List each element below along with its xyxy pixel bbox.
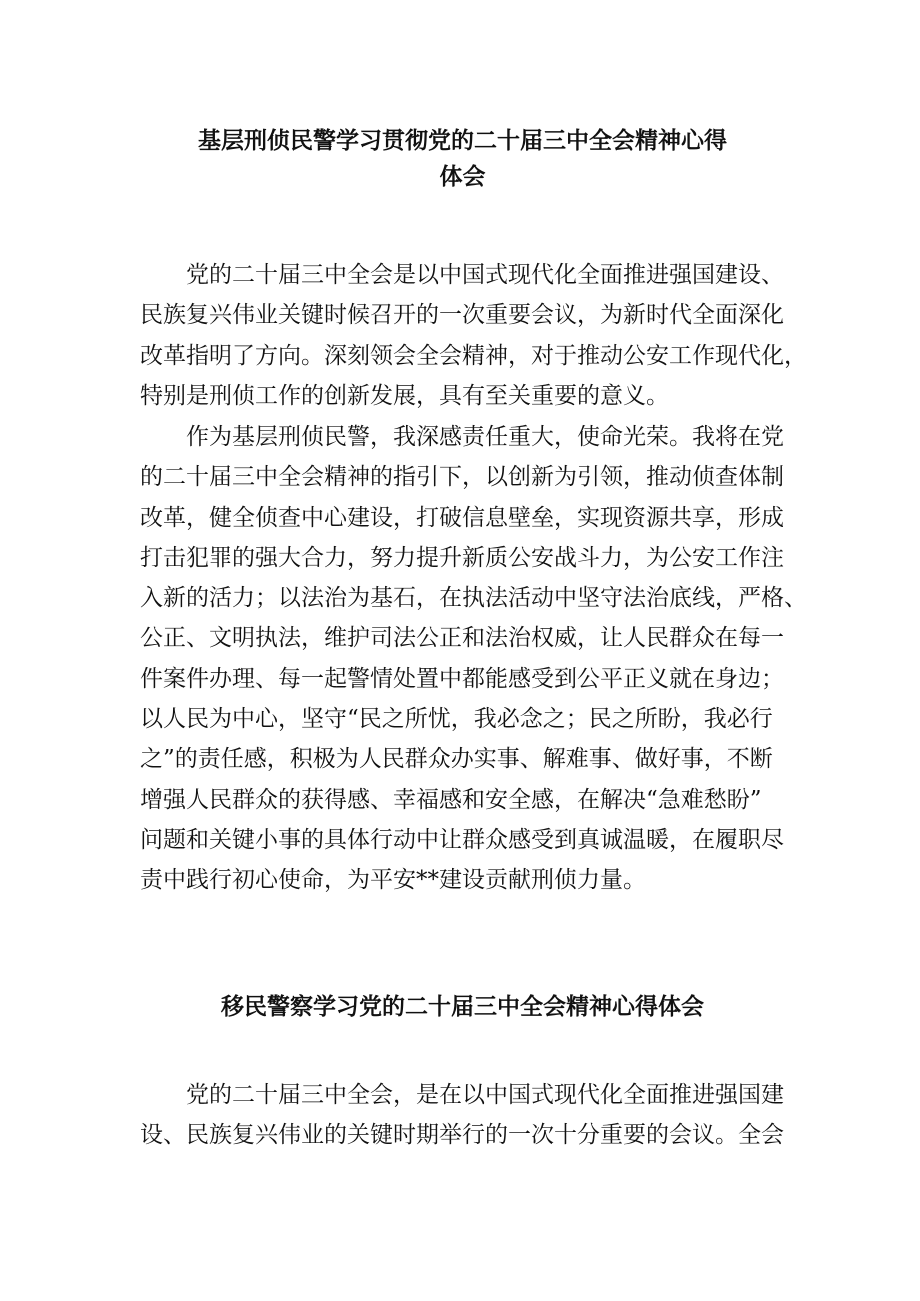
paragraph-line: 作为基层刑侦民警，我深感责任重大，使命光荣。我将在党 bbox=[186, 424, 784, 450]
article-2-title-line-1: 移民警察学习党的二十届三中全会精神心得体会 bbox=[221, 994, 704, 1020]
paragraph-line: 以人民为中心，坚守“民之所忧，我必念之；民之所盼，我必行 bbox=[140, 706, 773, 733]
paragraph-line: 的二十届三中全会精神的指引下，以创新为引领，推动侦查体制 bbox=[140, 464, 784, 491]
paragraph-line: 改革，健全侦查中心建设，打破信息壁垒，实现资源共享，形成 bbox=[140, 504, 784, 531]
paragraph-line: 打击犯罪的强大合力，努力提升新质公安战斗力，为公安工作注 bbox=[140, 544, 784, 571]
paragraph-line: 设、民族复兴伟业的关键时期举行的一次十分重要的会议。全会 bbox=[140, 1122, 784, 1149]
paragraph-line: 增强人民群众的获得感、幸福感和安全感，在解决“急难愁盼” bbox=[140, 786, 762, 813]
paragraph-line: 问题和关键小事的具体行动中让群众感受到真诚温暖，在履职尽 bbox=[140, 826, 784, 853]
article-1-title-line-2: 体会 bbox=[439, 164, 486, 190]
article-1-paragraph-1 bbox=[140, 255, 807, 416]
paragraph-line: 之”的责任感，积极为人民群众办实事、解难事、做好事，不断 bbox=[140, 746, 773, 773]
article-1-title-line-1: 基层刑侦民警学习贯彻党的二十届三中全会精神心得 bbox=[198, 128, 727, 154]
article-2-title bbox=[140, 989, 785, 1025]
article-1-title bbox=[140, 123, 785, 195]
paragraph-line: 件案件办理、每一起警情处置中都能感受到公平正义就在身边； bbox=[140, 665, 784, 692]
paragraph-line: 公正、文明执法，维护司法公正和法治权威，让人民群众在每一 bbox=[140, 625, 784, 652]
paragraph-line: 党的二十届三中全会是以中国式现代化全面推进强国建设、 bbox=[186, 262, 784, 288]
article-1-paragraph-2 bbox=[140, 417, 807, 901]
paragraph-line: 责中践行初心使命，为平安**建设贡献刑侦力量。 bbox=[140, 867, 646, 894]
paragraph-line: 特别是刑侦工作的创新发展，具有至关重要的意义。 bbox=[140, 382, 669, 409]
paragraph-line: 入新的活力；以法治为基石，在执法活动中坚守法治底线，严格、 bbox=[140, 585, 807, 612]
article-2-paragraph-1 bbox=[140, 1075, 790, 1156]
paragraph-line: 民族复兴伟业关键时候召开的一次重要会议，为新时代全面深化 bbox=[140, 302, 784, 329]
paragraph-line: 改革指明了方向。深刻领会全会精神，对于推动公安工作现代化， bbox=[140, 342, 807, 369]
paragraph-line: 党的二十届三中全会，是在以中国式现代化全面推进强国建 bbox=[186, 1082, 784, 1108]
